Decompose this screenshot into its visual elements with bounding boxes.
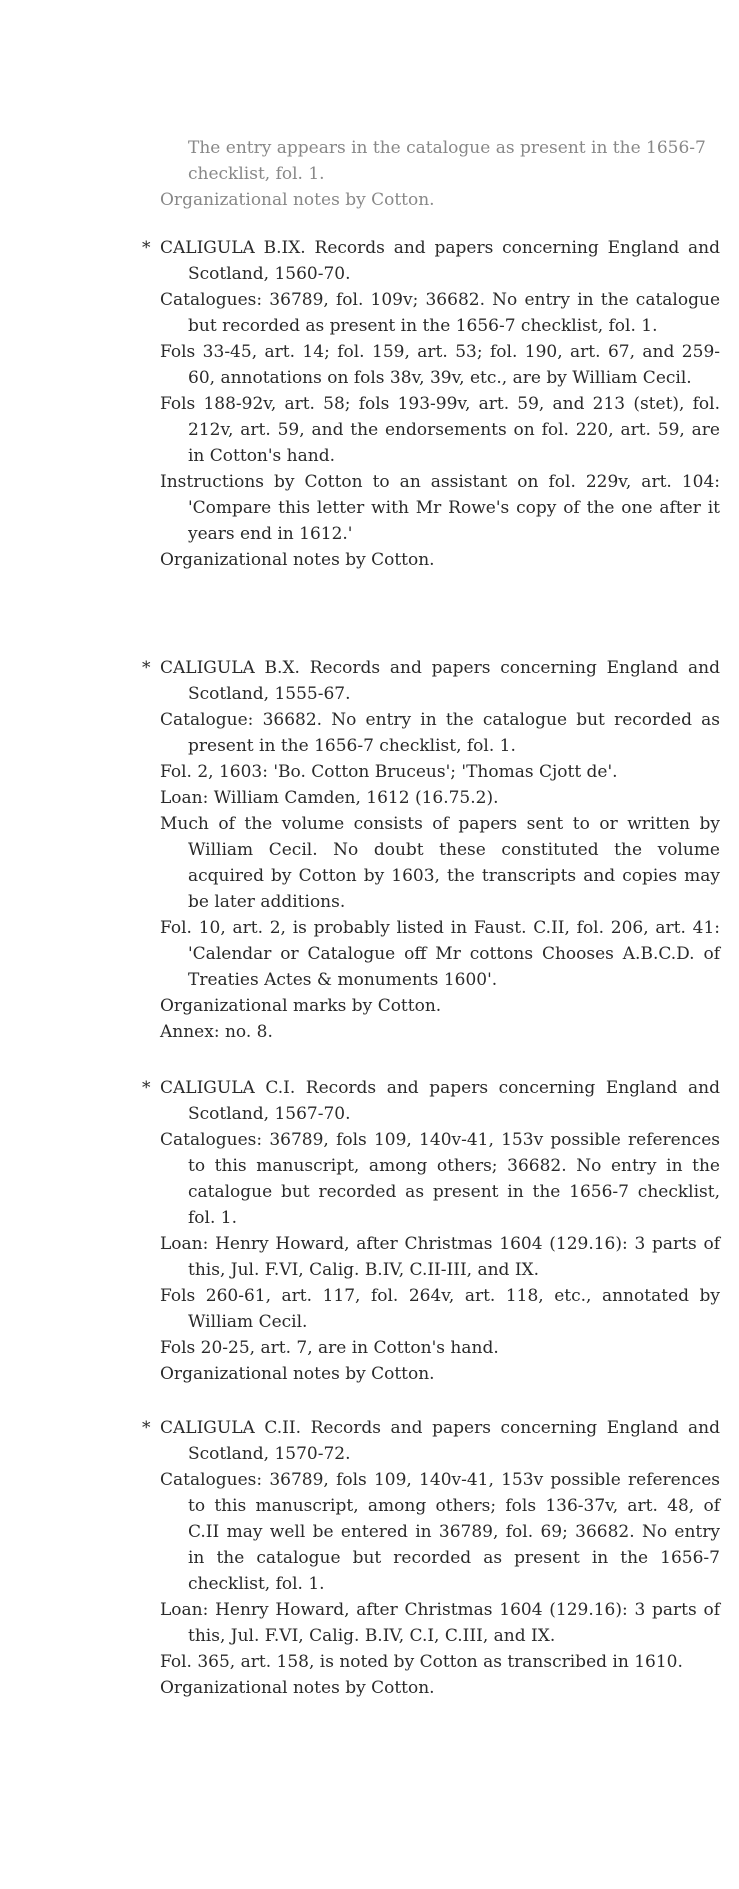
- entry-caligula-c-ii: [142, 1415, 720, 1701]
- entry-note: Fols 260-61, art. 117, fol. 264v, art. 118, etc., annotated by William Cecil.: [160, 1286, 720, 1332]
- heading-text: CALIGULA C.I. Records and papers concerning England and Scotland, 1567-70.: [160, 1078, 720, 1124]
- entry-note: Annex: no. 8.: [160, 1022, 273, 1042]
- entry-heading: [142, 655, 720, 707]
- entry-note: Fol. 10, art. 2, is probably listed in Faust. C.II, fol. 206, art. 41: 'Calendar or Catalogue off Mr cottons Chooses A.B.C.D. of Treaties Actes & monuments 1600'.: [160, 918, 720, 990]
- entry-note: Catalogues: 36789, fol. 109v; 36682. No entry in the catalogue but recorded as present in the 1656-7 checklist, fol. 1.: [160, 290, 720, 336]
- asterisk-icon: *: [142, 1418, 151, 1438]
- entry-note: Organizational marks by Cotton.: [160, 996, 442, 1016]
- entry-note: Fols 188-92v, art. 58; fols 193-99v, art. 59, and 213 (stet), fol. 212v, art. 59, and the endorsements on fol. 220, art. 59, are in Cotton's hand.: [160, 394, 720, 466]
- entry-caligula-c-i: [142, 1075, 720, 1387]
- entry-caligula-b-ix: [142, 235, 720, 573]
- entry-heading: [142, 235, 720, 287]
- entry-heading: [142, 1415, 720, 1467]
- entry-note: Catalogue: 36682. No entry in the catalogue but recorded as present in the 1656-7 checklist, fol. 1.: [160, 710, 720, 756]
- entry-note: Fol. 2, 1603: 'Bo. Cotton Bruceus'; 'Thomas Cjott de'.: [160, 762, 618, 782]
- fragment-line: The entry appears in the catalogue as present in the 1656-7: [188, 138, 706, 158]
- top-fragment: [160, 135, 720, 213]
- asterisk-icon: *: [142, 1078, 151, 1098]
- entry-caligula-b-x: [142, 655, 720, 1045]
- entry-note: Fol. 365, art. 158, is noted by Cotton as transcribed in 1610.: [160, 1652, 683, 1672]
- heading-text: CALIGULA B.X. Records and papers concerning England and Scotland, 1555-67.: [160, 658, 720, 704]
- entry-note: Much of the volume consists of papers sent to or written by William Cecil. No doubt these constituted the volume acquired by Cotton by 1603, the transcripts and copies may be later additions.: [160, 814, 720, 912]
- heading-text: CALIGULA B.IX. Records and papers concerning England and Scotland, 1560-70.: [160, 238, 720, 284]
- entry-note: Organizational notes by Cotton.: [160, 550, 435, 570]
- entry-note: Organizational notes by Cotton.: [160, 1364, 435, 1384]
- entry-note: Catalogues: 36789, fols 109, 140v-41, 153v possible references to this manuscript, among others; fols 136-37v, art. 48, of C.II may well be entered in 36789, fol. 69; 36682. No entry in the catalogue but recorded as present in the 1656-7 checklist, fol. 1.: [160, 1470, 720, 1594]
- entry-heading: [142, 1075, 720, 1127]
- entry-note: Catalogues: 36789, fols 109, 140v-41, 153v possible references to this manuscript, among others; 36682. No entry in the catalogue but recorded as present in the 1656-7 checklist, fol. 1.: [160, 1130, 720, 1228]
- fragment-line: Organizational notes by Cotton.: [160, 190, 435, 210]
- fragment-line: checklist, fol. 1.: [188, 164, 325, 184]
- asterisk-icon: *: [142, 238, 151, 258]
- entry-note: Organizational notes by Cotton.: [160, 1678, 435, 1698]
- asterisk-icon: *: [142, 658, 151, 678]
- entry-note: Fols 20-25, art. 7, are in Cotton's hand.: [160, 1338, 499, 1358]
- entry-note: Instructions by Cotton to an assistant on fol. 229v, art. 104: 'Compare this letter with Mr Rowe's copy of the one after it years end in 1612.': [160, 472, 720, 544]
- entry-note: Loan: Henry Howard, after Christmas 1604 (129.16): 3 parts of this, Jul. F.VI, Calig. B.IV, C.I, C.III, and IX.: [160, 1600, 720, 1646]
- entry-note: Fols 33-45, art. 14; fol. 159, art. 53; fol. 190, art. 67, and 259-60, annotations on fols 38v, 39v, etc., are by William Cecil.: [160, 342, 720, 388]
- entry-note: Loan: Henry Howard, after Christmas 1604 (129.16): 3 parts of this, Jul. F.VI, Calig. B.IV, C.II-III, and IX.: [160, 1234, 720, 1280]
- heading-text: CALIGULA C.II. Records and papers concerning England and Scotland, 1570-72.: [160, 1418, 720, 1464]
- entry-note: Loan: William Camden, 1612 (16.75.2).: [160, 788, 499, 808]
